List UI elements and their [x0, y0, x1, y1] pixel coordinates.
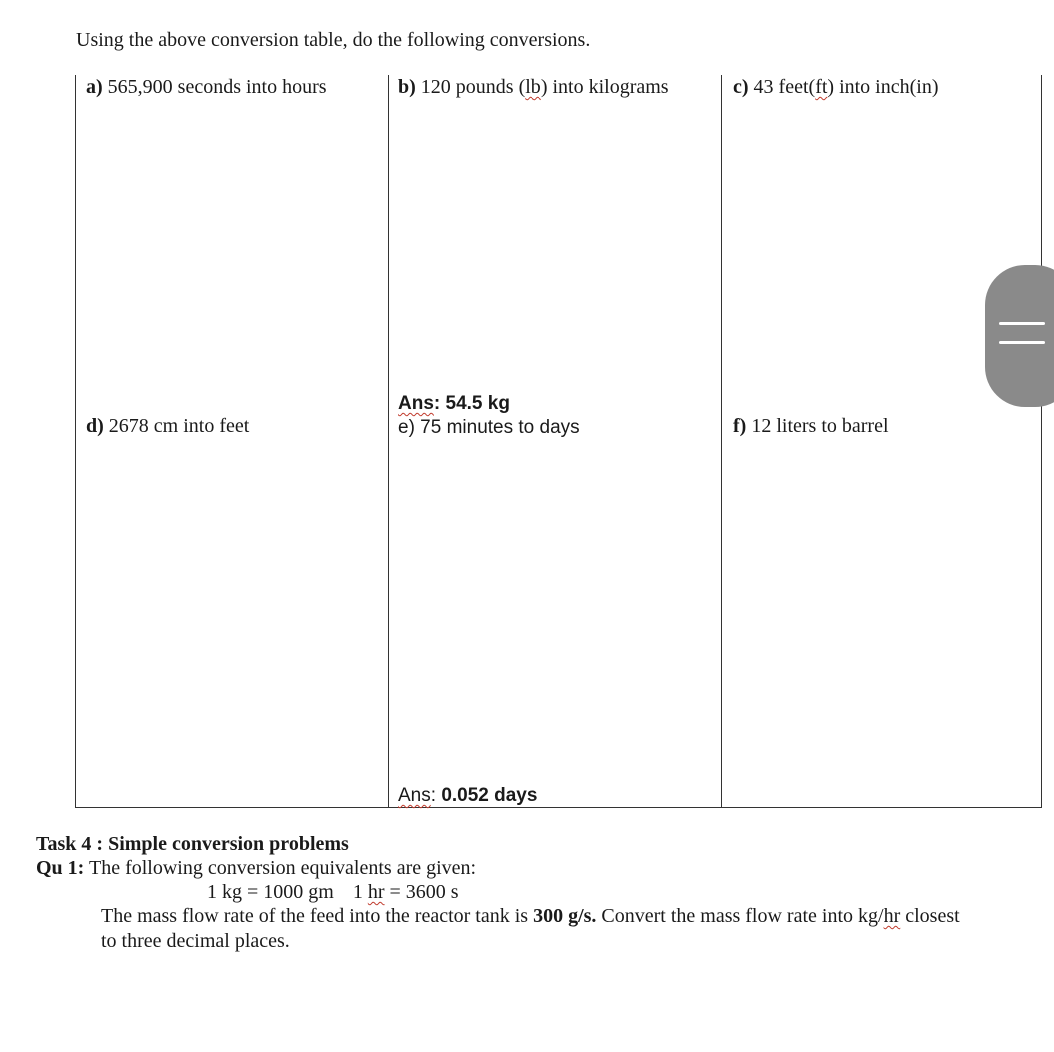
question-b-letter: b) — [398, 76, 416, 98]
question-c: c) 43 feet(ft) into inch(in) — [733, 76, 939, 98]
question-b: b) 120 pounds (lb) into kilograms — [398, 76, 669, 98]
question-a-text: 565,900 seconds into hours — [102, 76, 327, 98]
problem-paragraph-line1: The mass flow rate of the feed into the reactor tank is 300 g/s. Convert the mass flow rate into kg/hr closest — [101, 905, 960, 927]
side-panel-handle[interactable] — [985, 265, 1054, 407]
spellcheck-word: hr — [883, 905, 901, 927]
problem-paragraph-line2: to three decimal places. — [101, 930, 290, 952]
spellcheck-word: lb — [525, 76, 541, 98]
question-e: e) 75 minutes to days — [398, 417, 580, 438]
question-f-text: 12 liters to barrel — [746, 415, 889, 437]
spellcheck-word: ft — [815, 76, 828, 98]
instructions-text: Using the above conversion table, do the following conversions. — [76, 29, 591, 51]
answer-e-value: 0.052 days — [441, 785, 538, 806]
question-1 — [36, 857, 476, 880]
question-1-text: The following conversion equivalents are given: — [84, 857, 477, 879]
answer-b — [398, 393, 510, 415]
equiv-kg: 1 kg = 1000 gm — [207, 881, 334, 903]
spellcheck-word: hr — [367, 881, 385, 903]
table-divider-2 — [721, 75, 722, 808]
question-c-letter: c) — [733, 76, 749, 98]
question-f — [733, 415, 889, 438]
question-a-letter: a) — [86, 76, 103, 98]
answer-b-value: : 54.5 kg — [433, 393, 510, 414]
task-heading: Task 4 : Simple conversion problems — [36, 833, 349, 855]
answer-e: Ans: 0.052 days — [398, 785, 538, 806]
question-d-text: 2678 cm into feet — [103, 415, 250, 437]
conversion-equivalents: 1 kg = 1000 gm 1 hr = 3600 s — [207, 881, 459, 903]
question-d-letter: d) — [86, 415, 104, 437]
answer-b-label: Ans — [398, 393, 434, 414]
question-d — [86, 415, 249, 438]
answer-e-label: Ans — [398, 785, 431, 806]
flow-rate-value: 300 g/s. — [533, 905, 597, 927]
table-border-right — [1041, 75, 1042, 808]
handle-grip-icon — [999, 341, 1045, 344]
table-border-left — [75, 75, 76, 808]
handle-grip-icon — [999, 322, 1045, 325]
table-border-bottom — [75, 807, 1042, 808]
question-1-label: Qu 1: — [36, 857, 85, 879]
question-a — [86, 76, 327, 99]
question-f-letter: f) — [733, 415, 747, 437]
table-divider-1 — [388, 75, 389, 808]
